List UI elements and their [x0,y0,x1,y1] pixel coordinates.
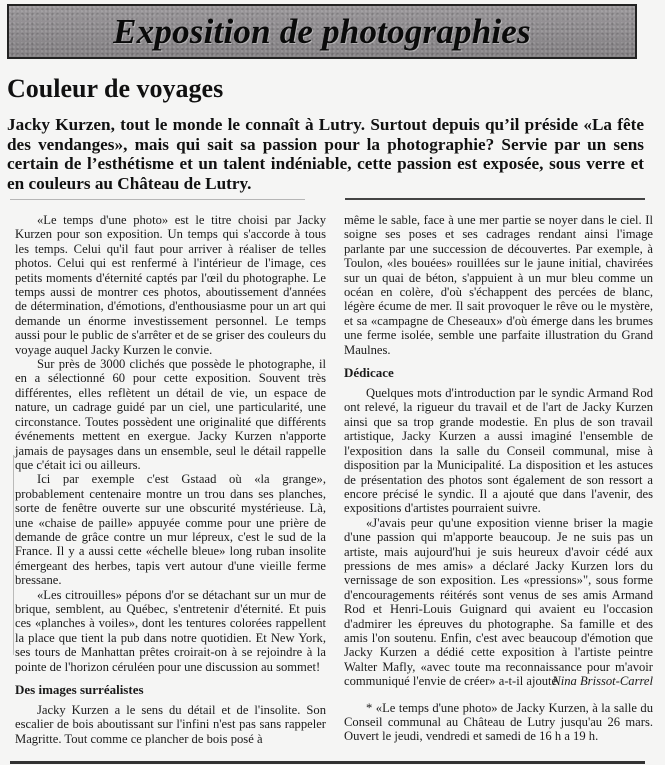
article-lead: Jacky Kurzen, tout le monde le connaît à Lutry. Surtout depuis qu’il préside «La fête des vendanges», mais qui sait sa passion pour la photographie? Servie par un sens certain de l’esthétisme et un talent indéniable, cette passion est exposée, sous verre et en couleurs au Château de Lutry. [7,115,644,193]
left-column [15,213,326,746]
body-paragraph: «J'avais peur qu'une exposition vienne briser la magie d'une passion qui m'apporte beaucoup. Je ne suis pas un artiste, mais aujourd'hui je suis heureux d'avoir cédé aux pressions de mes amis» a déclaré Jacky Kurzen lors du vernissage de son exposition. Les «pressions»", sous forme d'encouragements réitérés sont venus de ses amis Armand Rod et Henri-Louis Guignard qui avaient eu l'occasion d'admirer les épreuves du photographe. Sa famille et des amis l'on soutenu. Enfin, c'est avec beaucoup d'émotion que Jacky Kurzen a dédié cette exposition à l'artiste peintre Walter Mafly, «avec toute ma reconnaissance pour m'avoir communiqué l'envie de créer» a-t-il ajouté. [344,515,653,689]
subheading-dedicace: Dédicace [344,365,394,381]
body-paragraph: Sur près de 3000 clichés que possède le photographe, il en a sélectionné 60 pour cette exposition. Souvent très différentes, elles reflètent un détail de vie, un espace de nature, un cadrage guidé par un ciel, une particularité, une circonstance. Toutes possèdent une originalité que différents événements mettent en exergue. Jacky Kurzen n'apporte jamais de paysages dans un ensemble, seul le détail rappelle que c'était ici ou ailleurs. [15,357,326,472]
margin-line [13,455,14,655]
body-paragraph: Ici par exemple c'est Gstaad où «la grange», probablement centenaire montre un trou dans ses planches, sorte de fenêtre ouverte sur une obscurité mystérieuse. Là, une «chaise de paille» appuyée comme pour une prière de demande de grâce contre un mur lépreux, c'est le sud de la France. Il y a aussi cette «échelle bleue» long ruban insolite émergeant des herbes, tapis vert autour d'une vieille ferme bressane. [15,472,326,588]
bottom-rule [10,761,645,764]
body-paragraph: «Le temps d'une photo» est le titre choisi par Jacky Kurzen pour son exposition. Un temps qui s'accorde à tous les temps. Celui qu'il faut pour arriver à réaliser de telles photos. Celui qui est renfermé à l'intérieur de l'image, ces petits moments d'éternité captés par l'œil du photographe. Le temps aussi de montrer ces photos, aboutissement d'années de détermination, d'émotions, d'enthousiasme pour un art qui demande un énorme investissement personnel. Le temps aussi pour le public de s'arrêter et de se griser des couleurs du voyage auquel Jacky Kurzen le convie. [15,213,326,357]
body-paragraph: «Les citrouilles» pépons d'or se détachant sur un mur de brique, semblent, au Québec, s'entretenir d'éternité. Et puis ces «planches à voiles», dont les tentures colorées rappellent la place que tient la pub dans notre quotidien. Et New York, ses tours de Manhattan prêtes croirait-on à se rejoindre à la pointe de l'horizon céruléen pour une discussion au sommet! [15,587,326,674]
section-banner [7,4,637,59]
subheading-surrealistes: Des images surréalistes [15,682,144,697]
right-column [344,213,653,744]
body-paragraph-continued: même le sable, face à une mer partie se noyer dans le ciel. Il soigne ses poses et ses cadrages rendant ainsi l'image parlante par une succession de découvertes. Par exemple, à Toulon, «les bouées» rouillées sur le jaune initial, chavirées sur un quai de béton, s'appuient à un mur bleu comme un océan en colère, d'où s'échappent des percées de blanc, légère écume de mer. Il sait provoquer le rêve ou le mystère, et sa «campagne de Cheseaux» d'où émerge dans les brumes une ferme isolée, semble une parfaite illustration du Grand Maulnes. [344,213,653,357]
author-byline: Nina Brissot-Carrel [552,674,653,689]
column-rule-right [345,198,645,200]
body-paragraph: Quelques mots d'introduction par le syndic Armand Rod ont relevé, la rigueur du travail et de l'art de Jacky Kurzen ainsi que sa trop grande modestie. En plus de son travail artistique, Jacky Kurzen a aussi imaginé l'ensemble de l'exposition dans la salle du Conseil communal, mise à disposition par la Municipalité. La disposition et les astuces de présentation des photos sont également de son ressort a encore précisé le syndic. Il a ajouté que dans l'avenir, des expositions d'artistes pourraient suivre. [344,386,653,516]
body-paragraph: Jacky Kurzen a le sens du détail et de l'insolite. Son escalier de bois aboutissant sur l'infini n'est pas sans rappeler Magritte. Tout comme ce plancher de bois posé à [15,703,326,746]
exhibition-footnote: * «Le temps d'une photo» de Jacky Kurzen, à la salle du Conseil communal au Château de Lutry jusqu'au 26 mars. Ouvert le jeudi, vendredi et samedi de 16 h a 19 h. [344,700,653,744]
column-rule-left [10,199,305,200]
section-title: Exposition de photographies [113,11,531,51]
article-headline: Couleur de voyages [7,74,224,103]
